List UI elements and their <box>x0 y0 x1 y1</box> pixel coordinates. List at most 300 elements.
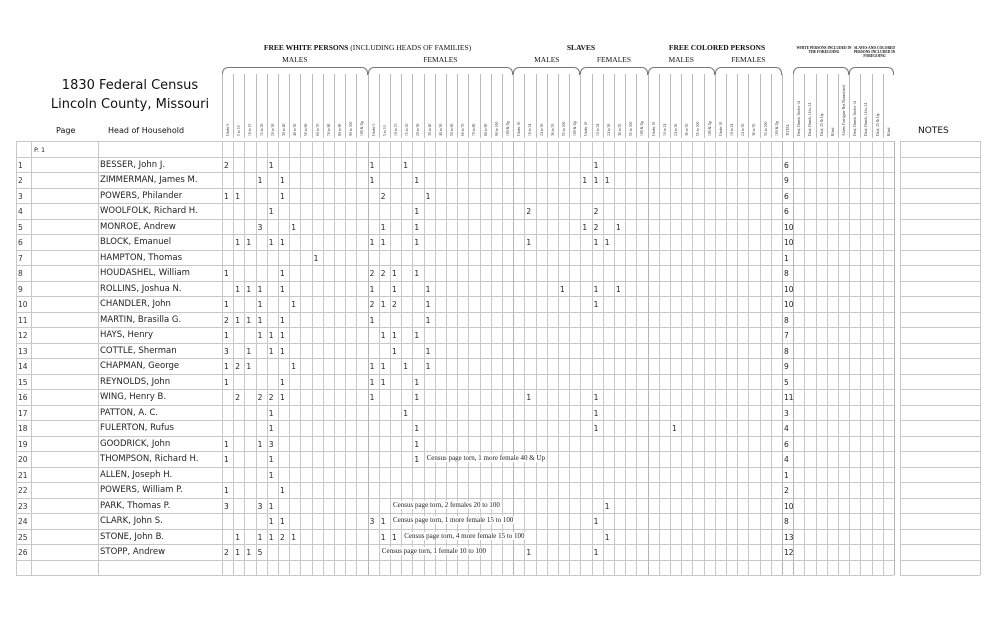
grid-col-line <box>312 141 313 575</box>
column-label-box <box>513 74 524 138</box>
grid-col-line <box>412 141 413 575</box>
column-label-box <box>368 74 379 138</box>
wf-count: 3 <box>369 517 375 526</box>
wm-count: 1 <box>235 315 240 325</box>
household-name: FULERTON, Rufus <box>100 423 174 433</box>
grid-col-line <box>860 141 861 575</box>
wf-count: 1 <box>392 284 397 294</box>
column-label: 36 to 55 <box>550 123 555 136</box>
wm-count: 2 <box>257 393 263 402</box>
notes-row-line <box>900 172 980 173</box>
household-name: POWERS, William P. <box>100 485 183 495</box>
household-name: THOMPSON, Richard H. <box>100 454 199 464</box>
column-label-box <box>491 74 502 138</box>
household-name: BESSER, John J. <box>100 159 166 170</box>
grid-col-line <box>748 141 749 575</box>
column-label: 100 & Up <box>707 120 712 136</box>
grid-col-line <box>334 141 335 575</box>
grid-col-line <box>894 141 895 575</box>
wm-count: 1 <box>268 238 274 247</box>
row-number: 21 <box>18 470 28 480</box>
row-number: 12 <box>18 331 28 340</box>
notes-row-line <box>900 358 980 359</box>
column-label: 10 to 15 <box>394 123 399 136</box>
household-name: HOUDASHEL, William <box>100 268 190 278</box>
wm-count: 1 <box>268 532 274 542</box>
wf-count: 1 <box>425 346 431 356</box>
column-label: 40 to 50 <box>293 123 298 136</box>
free-colored-header: FREE COLORED PERSONS <box>668 43 766 52</box>
row-number: 9 <box>18 284 23 294</box>
grid-col-line <box>804 141 805 575</box>
wm-count: 2 <box>224 160 229 170</box>
wm-count: 1 <box>268 424 274 433</box>
grid-row-line <box>16 513 894 514</box>
grid-col-line <box>782 141 783 575</box>
column-label-box <box>412 74 423 138</box>
notes-row-line <box>900 482 980 483</box>
household-name: STOPP, Andrew <box>100 547 166 557</box>
column-label: 100 & Up <box>360 120 365 136</box>
wf-count: 1 <box>403 160 408 170</box>
notes-row-line <box>900 296 980 297</box>
wm-count: 1 <box>280 238 285 247</box>
row-number: 22 <box>18 486 28 495</box>
column-label-box <box>536 74 547 138</box>
grid-col-line <box>838 141 839 575</box>
household-name: MARTIN, Brasilla G. <box>100 314 182 325</box>
wf-count: 1 <box>380 517 386 526</box>
column-label: 24 to 36 <box>741 123 746 136</box>
grid-col-line <box>580 141 581 575</box>
column-label-box <box>748 74 759 138</box>
notes-row-line <box>900 188 980 189</box>
grid-col-line <box>256 141 257 575</box>
column-label-box <box>692 74 703 138</box>
grid-col-line <box>883 141 884 575</box>
row-total: 8 <box>784 346 789 356</box>
notes-row-line <box>900 203 980 204</box>
column-label-box <box>872 74 883 138</box>
sf-count: 1 <box>593 548 599 557</box>
column-label: 20 to 30 <box>416 123 421 136</box>
page-column-header: Page <box>56 126 76 135</box>
column-label: 24 to 36 <box>539 123 544 136</box>
row-total: 8 <box>784 315 789 325</box>
row-number: 20 <box>18 455 28 464</box>
sm-count: 1 <box>526 238 532 247</box>
wm-count: 1 <box>246 362 252 371</box>
notes-row-line <box>900 575 980 576</box>
grid-row-line <box>16 482 894 483</box>
wm-count: 1 <box>280 377 285 387</box>
wm-count: 1 <box>280 517 285 526</box>
wm-count: 1 <box>280 191 285 201</box>
column-label-box <box>625 74 636 138</box>
grid-row-line <box>16 157 894 158</box>
grid-col-line <box>536 141 537 575</box>
wf-count: 1 <box>369 377 375 387</box>
grid-row-line <box>16 358 894 359</box>
notes-row-line <box>900 250 980 251</box>
wm-count: 1 <box>280 393 285 402</box>
row-number: 5 <box>18 222 23 232</box>
wm-count: 1 <box>280 346 285 356</box>
sf-count: 1 <box>593 408 599 418</box>
grid-col-line <box>222 141 223 575</box>
grid-col-line <box>368 141 369 575</box>
wm-count: 1 <box>235 191 240 201</box>
notes-row-line <box>900 141 980 142</box>
column-label: 55 to 100 <box>629 121 634 136</box>
column-label-box <box>401 74 412 138</box>
wm-count: 2 <box>224 315 229 325</box>
column-label: Deaf, 25 & Up <box>875 113 880 136</box>
column-label-box <box>592 74 603 138</box>
head-of-household-column-header: Head of Household <box>108 126 185 135</box>
row-total: 6 <box>784 160 789 170</box>
wm-count: 2 <box>280 532 285 542</box>
column-label-box <box>860 74 871 138</box>
column-label-box <box>334 74 345 138</box>
row-total: 10 <box>784 222 794 232</box>
grid-col-line <box>424 141 425 575</box>
column-label: 50 to 60 <box>450 123 455 136</box>
wm-count: 1 <box>291 222 296 232</box>
column-label: 70 to 80 <box>326 123 331 136</box>
row-total: 9 <box>784 362 789 371</box>
column-label: 80 to 90 <box>483 123 488 136</box>
wm-count: 1 <box>235 238 240 247</box>
wm-count: 1 <box>268 517 274 526</box>
wm-count: 3 <box>224 346 229 356</box>
column-label-box <box>793 74 804 138</box>
wm-count: 1 <box>291 532 296 542</box>
column-label: 5 to 10 <box>237 125 242 136</box>
wm-count: 3 <box>268 439 274 449</box>
page-label: P. 1 <box>34 146 46 154</box>
column-label-box <box>659 74 670 138</box>
column-label: 20 to 30 <box>270 123 275 136</box>
column-label: 90 to 100 <box>494 121 499 136</box>
row-total: 5 <box>784 377 789 387</box>
females-subheader: FEMALES <box>596 55 632 64</box>
household-name: ALLEN, Joseph H. <box>100 469 173 480</box>
row-total: 10 <box>784 284 794 294</box>
column-label-box <box>390 74 401 138</box>
row-number: 8 <box>18 269 23 278</box>
column-label: 24 to 36 <box>674 123 679 136</box>
column-label-box <box>244 74 255 138</box>
notes-row-line <box>900 374 980 375</box>
sf-count: 1 <box>582 222 588 232</box>
notes-row-line <box>900 560 980 561</box>
notes-col-line <box>980 141 981 575</box>
column-label: Blind <box>830 127 835 136</box>
grid-col-line <box>513 141 514 575</box>
wf-count: 1 <box>369 393 375 402</box>
wm-count: 1 <box>224 331 229 340</box>
sm-count: 1 <box>526 393 532 402</box>
household-name: ZIMMERMAN, James M. <box>100 175 198 185</box>
row-total: 6 <box>784 439 789 449</box>
column-label-box <box>603 74 614 138</box>
sf-count: 1 <box>616 222 621 232</box>
wm-count: 1 <box>224 439 229 449</box>
wm-count: 1 <box>224 362 229 371</box>
grid-row-line <box>16 436 894 437</box>
notes-row-line <box>900 234 980 235</box>
column-label: 36 to 55 <box>685 123 690 136</box>
wm-count: 1 <box>268 501 274 511</box>
sm-count: 2 <box>526 207 532 216</box>
wf-count: 1 <box>392 346 397 356</box>
row-number: 24 <box>18 517 28 526</box>
grid-col-line <box>524 141 525 575</box>
grid-col-line <box>816 141 817 575</box>
census-note: Census page torn, 4 more female 15 to 100 <box>404 531 525 540</box>
column-label-box <box>636 74 647 138</box>
household-name: CHAPMAN, George <box>100 361 180 371</box>
sf-count: 1 <box>582 176 588 185</box>
wf-count: 2 <box>369 300 375 309</box>
notes-row-line <box>900 157 980 158</box>
wm-count: 1 <box>291 300 296 309</box>
grid-col-line <box>468 141 469 575</box>
grid-col-line <box>692 141 693 575</box>
wm-count: 1 <box>268 346 274 356</box>
wf-count: 1 <box>414 269 420 278</box>
census-note: Census page torn, 1 more female 40 & Up <box>426 454 545 462</box>
wm-count: 1 <box>257 300 263 309</box>
grid-row-line <box>16 451 894 452</box>
wf-count: 1 <box>392 532 397 542</box>
row-total: 6 <box>784 191 789 201</box>
notes-column-header: NOTES <box>918 126 949 136</box>
wf-count: 2 <box>392 300 397 309</box>
grid-col-line <box>681 141 682 575</box>
wm-count: 1 <box>246 284 252 294</box>
grid-row-line <box>16 219 894 220</box>
wf-count: 2 <box>369 269 375 278</box>
grid-col-line <box>771 141 772 575</box>
notes-col-line <box>900 141 901 575</box>
title-line-1: 1830 Federal Census <box>61 78 199 93</box>
notes-row-line <box>900 343 980 344</box>
wm-count: 1 <box>235 284 240 294</box>
grid-col-line <box>648 141 649 575</box>
grid-col-line <box>614 141 615 575</box>
column-label: 40 to 50 <box>438 123 443 136</box>
females-subheader: FEMALES <box>423 55 458 64</box>
column-label-box <box>883 74 894 138</box>
sm-count: 1 <box>560 284 565 294</box>
wm-count: 1 <box>235 548 240 557</box>
grid-col-line <box>345 141 346 575</box>
column-label: 60 to 70 <box>315 123 320 136</box>
sf-count: 1 <box>593 424 599 433</box>
column-label: Aliens Foreigner Not Naturalized <box>842 85 847 136</box>
column-label-box <box>468 74 479 138</box>
sf-count: 1 <box>593 160 599 170</box>
column-label: 70 to 80 <box>472 123 477 136</box>
wf-count: 1 <box>369 160 375 170</box>
row-number: 17 <box>18 408 28 418</box>
household-name: WING, Henry B. <box>100 392 167 402</box>
notes-row-line <box>900 265 980 266</box>
row-number: 15 <box>18 377 28 387</box>
wm-count: 1 <box>291 362 296 371</box>
column-label: Under 10 <box>517 121 522 136</box>
grid-col-line <box>502 141 503 575</box>
males-subheader: MALES <box>534 55 560 64</box>
wf-count: 1 <box>414 238 420 247</box>
grid-row-line <box>16 467 894 468</box>
wf-count: 1 <box>414 331 420 340</box>
column-label-box <box>289 74 300 138</box>
grid-col-line <box>715 141 716 575</box>
column-label: 55 to 100 <box>763 121 768 136</box>
grid-col-line <box>401 141 402 575</box>
column-label-box <box>704 74 715 138</box>
sf-count: 1 <box>593 176 599 185</box>
grid-row-line <box>16 188 894 189</box>
sf-count: 1 <box>604 532 610 542</box>
column-label: Under 5 <box>371 123 376 136</box>
column-label: Under 5 <box>226 123 231 136</box>
column-label-box <box>424 74 435 138</box>
wf-count: 1 <box>380 532 386 542</box>
wf-count: 1 <box>414 207 420 216</box>
grid-row-line <box>16 498 894 499</box>
wf-count: 1 <box>403 408 408 418</box>
wf-count: 1 <box>414 393 420 402</box>
wm-count: 1 <box>246 548 252 557</box>
wm-count: 1 <box>257 284 263 294</box>
sf-count: 1 <box>593 284 599 294</box>
column-label-box <box>569 74 580 138</box>
row-total: 10 <box>784 238 794 247</box>
wf-count: 1 <box>392 269 397 278</box>
household-name: REYNOLDS, John <box>100 376 171 387</box>
grid-col-line <box>300 141 301 575</box>
wf-count: 1 <box>380 300 386 309</box>
row-total: 1 <box>784 253 789 263</box>
column-label: Blind <box>886 127 891 136</box>
wf-count: 1 <box>369 315 375 325</box>
grid-col-line <box>278 141 279 575</box>
notes-row-line <box>900 420 980 421</box>
row-number: 25 <box>18 532 28 542</box>
household-name: CLARK, John S. <box>100 516 163 526</box>
wm-count: 1 <box>224 486 229 495</box>
row-total: 10 <box>784 300 794 309</box>
column-label: TOTAL <box>786 123 791 136</box>
wm-count: 1 <box>257 315 263 325</box>
column-label-box <box>480 74 491 138</box>
column-label-box <box>278 74 289 138</box>
grid-col-line <box>603 141 604 575</box>
sf-count: 1 <box>604 501 610 511</box>
column-label-box <box>547 74 558 138</box>
wf-count: 1 <box>414 377 420 387</box>
wf-count: 1 <box>425 315 431 325</box>
column-label-box <box>233 74 244 138</box>
notes-row-line <box>900 389 980 390</box>
row-total: 2 <box>784 486 789 495</box>
grid-col-line <box>827 141 828 575</box>
household-name: WOOLFOLK, Richard H. <box>100 206 198 216</box>
notes-row-line <box>900 405 980 406</box>
column-label: 100 & Up <box>573 120 578 136</box>
wf-count: 1 <box>414 424 420 433</box>
column-label: Under 10 <box>584 121 589 136</box>
column-label: 100 & Up <box>640 120 645 136</box>
column-label: 100 & Up <box>774 120 779 136</box>
grid-col-line <box>491 141 492 575</box>
household-name: GOODRICK, John <box>100 438 171 449</box>
row-number: 7 <box>18 253 23 263</box>
grid-col-line <box>547 141 548 575</box>
column-label: Deaf, Dumb, Under 14 <box>853 101 858 136</box>
household-name: ROLLINS, Joshua N. <box>100 283 182 294</box>
grid-col-line <box>379 141 380 575</box>
wm-count: 1 <box>280 284 285 294</box>
row-number: 18 <box>18 424 28 433</box>
row-total: 1 <box>784 470 789 480</box>
grid-col-line <box>625 141 626 575</box>
row-number: 16 <box>18 393 28 402</box>
row-total: 4 <box>784 424 789 433</box>
wf-count: 1 <box>425 191 431 201</box>
column-label-box <box>502 74 513 138</box>
column-label-box <box>648 74 659 138</box>
grid-row-line <box>16 529 894 530</box>
wm-count: 1 <box>257 532 263 542</box>
grid-row-line <box>16 343 894 344</box>
column-label-box <box>681 74 692 138</box>
column-label-box <box>379 74 390 138</box>
grid-row-line <box>16 544 894 545</box>
males-subheader: MALES <box>282 55 308 64</box>
grid-col-line <box>636 141 637 575</box>
grid-col-line <box>435 141 436 575</box>
grid-col-line <box>760 141 761 575</box>
wm-count: 1 <box>224 269 229 278</box>
wf-count: 1 <box>414 176 420 185</box>
column-label-box <box>804 74 815 138</box>
free-white-subtitle: (INCLUDING HEADS OF FAMILIES) <box>350 43 472 52</box>
row-number: 2 <box>18 176 23 185</box>
wm-count: 2 <box>235 393 240 402</box>
notes-row-line <box>900 498 980 499</box>
wm-count: 3 <box>257 222 263 232</box>
grid-row-line <box>16 250 894 251</box>
column-label: 10 to 24 <box>528 123 533 136</box>
males-subheader: MALES <box>668 55 694 64</box>
sf-count: 1 <box>593 300 599 309</box>
grid-row-line <box>16 374 894 375</box>
row-total: 4 <box>784 455 789 464</box>
column-label-box <box>670 74 681 138</box>
free-white-title: FREE WHITE PERSONS <box>263 43 349 52</box>
column-label: 55 to 100 <box>696 121 701 136</box>
grid-col-line <box>569 141 570 575</box>
grid-col-line <box>98 141 99 575</box>
grid-col-line <box>659 141 660 575</box>
grid-col-line <box>558 141 559 575</box>
column-label-box <box>715 74 726 138</box>
